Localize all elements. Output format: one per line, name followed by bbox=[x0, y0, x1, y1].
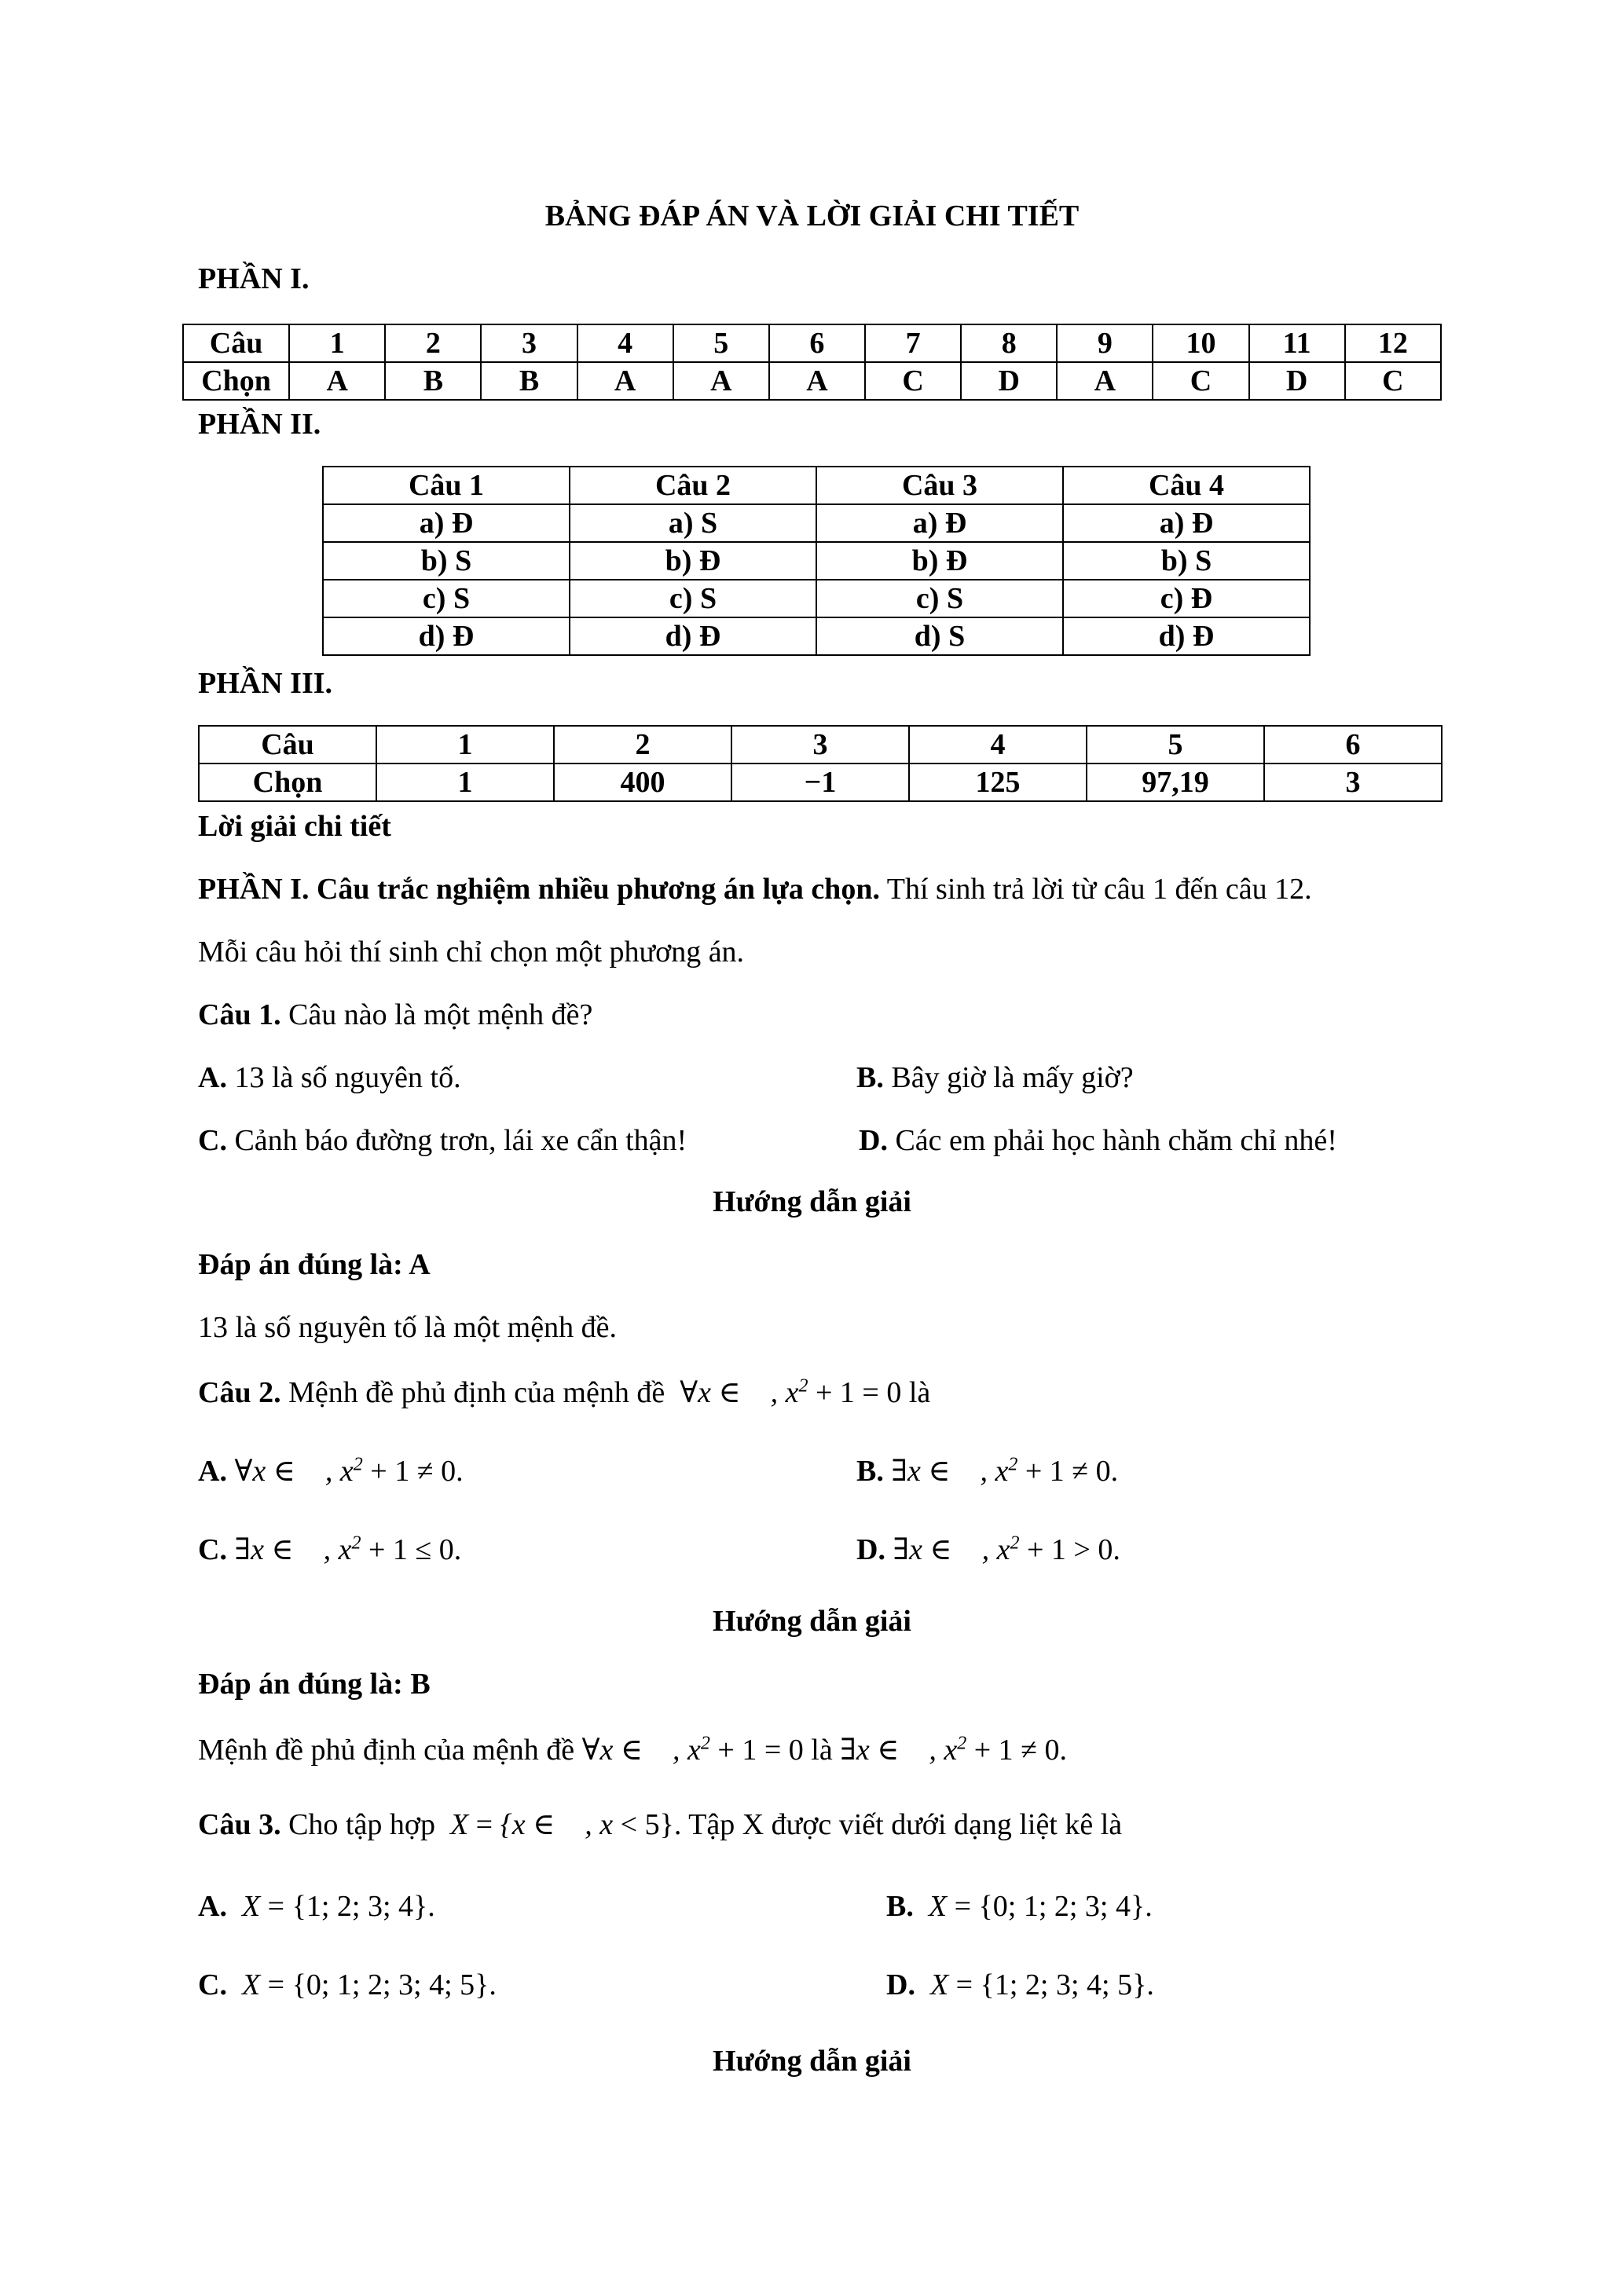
question-number-cell: 3 bbox=[481, 324, 577, 362]
q3-option-c bbox=[198, 1968, 497, 2002]
intro-rest: Thí sinh trả lời từ câu 1 đến câu 12. bbox=[879, 873, 1312, 906]
q3-tail: . Tập X được viết dưới dạng liệt kê là bbox=[673, 1808, 1123, 1841]
statement-answer-cell: a) Đ bbox=[323, 504, 570, 542]
option-label: C. bbox=[198, 1968, 227, 2001]
part3-question-row bbox=[199, 726, 1442, 764]
quantifier: ∃x ∈ bbox=[891, 1455, 951, 1488]
part2-answer-row bbox=[323, 542, 1310, 580]
question-number-cell: 2 bbox=[385, 324, 481, 362]
question-number-cell: 11 bbox=[1249, 324, 1345, 362]
option-formula: ∃x ∈ , $x^2 + 1 \ne 0$. bbox=[891, 1454, 1119, 1488]
set-value: {0; 1; 2; 3; 4; 5} bbox=[291, 1968, 489, 2001]
q1-label: Câu 1. bbox=[198, 998, 281, 1031]
answer-cell: D bbox=[1249, 362, 1345, 400]
answer-cell: 97,19 bbox=[1087, 764, 1264, 801]
option-label: C. bbox=[198, 1533, 227, 1566]
answer-cell: 125 bbox=[909, 764, 1087, 801]
option-label: D. bbox=[859, 1124, 888, 1157]
part3-heading: PHẦN III. bbox=[198, 667, 333, 700]
statement-answer-cell: c) S bbox=[816, 580, 1063, 617]
q3-option-d bbox=[886, 1968, 1154, 2002]
q3-option-a bbox=[198, 1889, 435, 1924]
question-header-cell: Câu 3 bbox=[816, 467, 1063, 504]
question-header-cell: Câu 2 bbox=[570, 467, 816, 504]
part1-answer-row bbox=[183, 362, 1441, 400]
part2-answer-table bbox=[322, 466, 1311, 656]
answer-cell: D bbox=[961, 362, 1057, 400]
part2-answer-row bbox=[323, 580, 1310, 617]
option-formula: ∃x ∈ , $x^2 + 1 \le 0$. bbox=[234, 1532, 462, 1566]
option-text: Bây giờ là mấy giờ? bbox=[883, 1061, 1134, 1094]
q1-option-d bbox=[859, 1123, 1337, 1158]
q2-option-d bbox=[856, 1532, 1120, 1567]
question-header-cell: Câu 1 bbox=[323, 467, 570, 504]
part1-heading: PHẦN I. bbox=[198, 262, 310, 295]
question-number-cell: 6 bbox=[769, 324, 865, 362]
question-number-cell: 4 bbox=[909, 726, 1087, 764]
q1-option-a bbox=[198, 1060, 461, 1095]
intro-bold: PHẦN I. Câu trắc nghiệm nhiều phương án lựa chọn. bbox=[198, 873, 880, 906]
part1-answer-table bbox=[182, 324, 1442, 401]
question-number-cell: 12 bbox=[1345, 324, 1441, 362]
explanation-text-mid: là bbox=[811, 1734, 833, 1767]
statement-formula: ∀x ∈ , $x^2 + 1 = 0$ bbox=[581, 1733, 804, 1767]
q2-statement-formula: ∀x ∈ , $x^2 + 1 = 0$ bbox=[672, 1375, 902, 1409]
q2-label: Câu 2. bbox=[198, 1376, 281, 1409]
part2-heading: PHẦN II. bbox=[198, 408, 321, 441]
answer-cell: A bbox=[673, 362, 769, 400]
question-number-cell: 9 bbox=[1057, 324, 1153, 362]
option-formula: ∃x ∈ , $x^2 + 1 > 0$. bbox=[893, 1532, 1120, 1566]
answer-cell: A bbox=[289, 362, 385, 400]
relation: ≠ bbox=[416, 1455, 434, 1488]
option-text: 13 là số nguyên tố. bbox=[226, 1061, 461, 1094]
q3-set-formula: X = {x ∈ , x < 5} bbox=[442, 1808, 674, 1841]
answer-cell: C bbox=[1345, 362, 1441, 400]
q1-explanation: 13 là số nguyên tố là một mệnh đề. bbox=[198, 1311, 617, 1344]
quantifier: ∃x ∈ bbox=[234, 1533, 294, 1566]
set-value: {1; 2; 3; 4} bbox=[291, 1890, 428, 1923]
question-number-cell: 6 bbox=[1264, 726, 1442, 764]
set-value: {1; 2; 3; 4; 5} bbox=[980, 1968, 1147, 2001]
q3-stem bbox=[198, 1807, 1122, 1842]
answer-cell: B bbox=[385, 362, 481, 400]
option-label: B. bbox=[856, 1455, 884, 1488]
part2-answer-row bbox=[323, 504, 1310, 542]
question-number-cell: 5 bbox=[673, 324, 769, 362]
option-formula: X = {0; 1; 2; 3; 4; 5}. bbox=[234, 1968, 497, 2001]
statement-answer-cell: b) Đ bbox=[816, 542, 1063, 580]
q1-stem bbox=[198, 998, 592, 1032]
option-label: B. bbox=[886, 1890, 914, 1923]
statement-answer-cell: a) Đ bbox=[816, 504, 1063, 542]
option-label: A. bbox=[198, 1890, 227, 1923]
q3-text: Cho tập hợp bbox=[280, 1808, 435, 1841]
answer-cell: −1 bbox=[731, 764, 909, 801]
statement-answer-cell: c) Đ bbox=[1063, 580, 1310, 617]
details-heading: Lời giải chi tiết bbox=[198, 810, 391, 843]
row-label-answer: Chọn bbox=[199, 764, 376, 801]
answer-cell: A bbox=[577, 362, 673, 400]
statement-answer-cell: a) Đ bbox=[1063, 504, 1310, 542]
q2-text: Mệnh đề phủ định của mệnh đề bbox=[280, 1376, 665, 1409]
question-number-cell: 3 bbox=[731, 726, 909, 764]
quantifier: ∀x ∈ bbox=[234, 1455, 295, 1488]
q3-option-b bbox=[886, 1889, 1153, 1924]
statement-answer-cell: d) S bbox=[816, 617, 1063, 655]
question-number-cell: 1 bbox=[376, 726, 554, 764]
row-label-question: Câu bbox=[199, 726, 376, 764]
option-formula: ∀x ∈ , $x^2 + 1 \ne 0$. bbox=[234, 1454, 464, 1488]
option-formula: X = {1; 2; 3; 4; 5}. bbox=[922, 1968, 1154, 2001]
question-number-cell: 1 bbox=[289, 324, 385, 362]
q2-guide-heading: Hướng dẫn giải bbox=[713, 1605, 911, 1638]
question-header-cell: Câu 4 bbox=[1063, 467, 1310, 504]
quantifier: ∃x ∈ bbox=[893, 1533, 952, 1566]
part3-answer-table bbox=[198, 725, 1443, 802]
q2-explanation bbox=[198, 1732, 1067, 1767]
option-label: A. bbox=[198, 1061, 227, 1094]
option-label: D. bbox=[886, 1968, 915, 2001]
row-label-answer: Chọn bbox=[183, 362, 289, 400]
explanation-text: Mệnh đề phủ định của mệnh đề bbox=[198, 1734, 575, 1767]
statement-answer-cell: c) S bbox=[323, 580, 570, 617]
option-label: D. bbox=[856, 1533, 885, 1566]
q2-stem bbox=[198, 1375, 930, 1410]
q1-text: Câu nào là một mệnh đề? bbox=[280, 998, 593, 1031]
relation: > bbox=[1073, 1533, 1091, 1566]
q2-answer: Đáp án đúng là: B bbox=[198, 1668, 431, 1701]
question-number-cell: 8 bbox=[961, 324, 1057, 362]
q2-option-a bbox=[198, 1453, 464, 1489]
statement-answer-cell: c) S bbox=[570, 580, 816, 617]
option-label: B. bbox=[856, 1061, 884, 1094]
intro-line-1 bbox=[198, 872, 1312, 906]
q3-guide-heading: Hướng dẫn giải bbox=[713, 2045, 911, 2078]
answer-cell: 1 bbox=[376, 764, 554, 801]
part3-answer-row bbox=[199, 764, 1442, 801]
q2-tail: là bbox=[908, 1376, 931, 1409]
page-title: BẢNG ĐÁP ÁN VÀ LỜI GIẢI CHI TIẾT bbox=[544, 200, 1080, 233]
set-value: {0; 1; 2; 3; 4} bbox=[978, 1890, 1146, 1923]
statement-answer-cell: b) S bbox=[323, 542, 570, 580]
question-number-cell: 2 bbox=[554, 726, 731, 764]
statement-answer-cell: d) Đ bbox=[1063, 617, 1310, 655]
part1-question-row bbox=[183, 324, 1441, 362]
statement-answer-cell: b) Đ bbox=[570, 542, 816, 580]
option-formula: X = {0; 1; 2; 3; 4}. bbox=[921, 1890, 1153, 1923]
answer-cell: A bbox=[769, 362, 865, 400]
relation: ≤ bbox=[415, 1533, 432, 1566]
q1-option-b bbox=[856, 1060, 1134, 1095]
part2-header-row bbox=[323, 467, 1310, 504]
relation: ≠ bbox=[1072, 1455, 1089, 1488]
answer-cell: 3 bbox=[1264, 764, 1442, 801]
answer-cell: C bbox=[1153, 362, 1248, 400]
answer-cell: A bbox=[1057, 362, 1153, 400]
option-label: C. bbox=[198, 1124, 227, 1157]
answer-cell: B bbox=[481, 362, 577, 400]
statement-answer-cell: d) Đ bbox=[323, 617, 570, 655]
part2-answer-row bbox=[323, 617, 1310, 655]
q1-option-c bbox=[198, 1123, 687, 1158]
option-formula: X = {1; 2; 3; 4}. bbox=[234, 1890, 435, 1923]
question-number-cell: 10 bbox=[1153, 324, 1248, 362]
statement-answer-cell: b) S bbox=[1063, 542, 1310, 580]
statement-answer-cell: a) S bbox=[570, 504, 816, 542]
q2-option-b bbox=[856, 1453, 1118, 1489]
answer-cell: 400 bbox=[554, 764, 731, 801]
q1-answer: Đáp án đúng là: A bbox=[198, 1248, 431, 1281]
question-number-cell: 4 bbox=[577, 324, 673, 362]
option-text: Cảnh báo đường trơn, lái xe cẩn thận! bbox=[226, 1124, 687, 1157]
negation-formula: ∃x ∈ , $x^2 + 1 \ne 0$. bbox=[840, 1733, 1067, 1767]
question-number-cell: 5 bbox=[1087, 726, 1264, 764]
q2-option-c bbox=[198, 1532, 461, 1567]
option-text: Các em phải học hành chăm chỉ nhé! bbox=[887, 1124, 1337, 1157]
statement-answer-cell: d) Đ bbox=[570, 617, 816, 655]
row-label-question: Câu bbox=[183, 324, 289, 362]
question-number-cell: 7 bbox=[865, 324, 961, 362]
option-label: A. bbox=[198, 1455, 227, 1488]
intro-line-2: Mỗi câu hỏi thí sinh chỉ chọn một phương án. bbox=[198, 936, 745, 969]
q1-guide-heading: Hướng dẫn giải bbox=[713, 1185, 911, 1218]
q3-label: Câu 3. bbox=[198, 1808, 281, 1841]
answer-cell: C bbox=[865, 362, 961, 400]
